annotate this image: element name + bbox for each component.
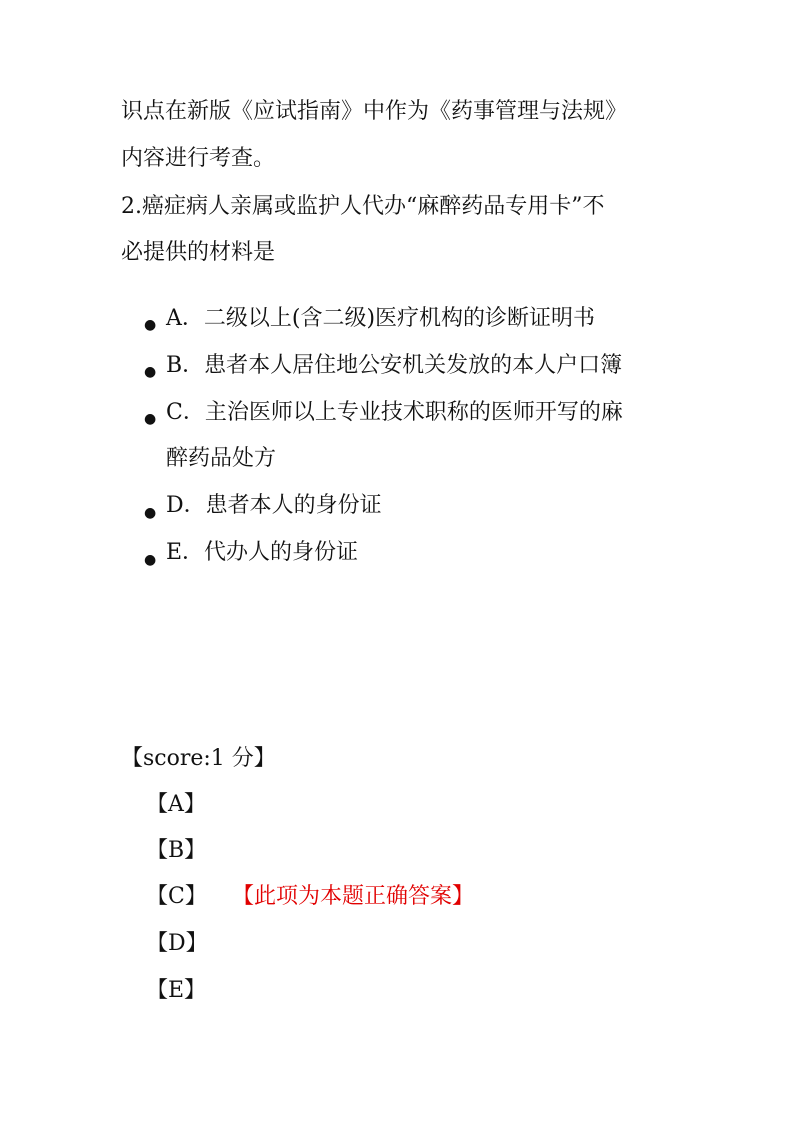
- option-b: B．患者本人居住地公安机关发放的本人户口簿: [166, 353, 623, 378]
- bullet-icon: ●: [144, 552, 157, 568]
- question-line-2: 必提供的材料是: [121, 240, 276, 265]
- score-label: 【score:1 分】: [121, 746, 276, 771]
- answer-e-tag: 【E】: [146, 978, 207, 1003]
- answer-d-tag: 【D】: [146, 931, 208, 956]
- answer-b-tag: 【B】: [146, 838, 207, 863]
- correct-answer-note: 【此项为本题正确答案】: [232, 884, 475, 909]
- intro-line-1: 识点在新版《应试指南》中作为《药事管理与法规》: [121, 99, 628, 124]
- bullet-icon: ●: [144, 364, 157, 380]
- question-line-1: 2.癌症病人亲属或监护人代办“麻醉药品专用卡”不: [121, 194, 605, 219]
- option-c-line-1: C．主治医师以上专业技术职称的医师开写的麻: [166, 400, 623, 425]
- option-d: D．患者本人的身份证: [166, 493, 382, 518]
- option-c-line-2: 醉药品处方: [166, 446, 277, 471]
- answer-a-tag: 【A】: [146, 792, 206, 817]
- answer-c-tag: 【C】: [146, 884, 207, 909]
- bullet-icon: ●: [144, 317, 157, 333]
- intro-line-2: 内容进行考查。: [121, 146, 276, 171]
- bullet-icon: ●: [144, 411, 157, 427]
- option-e: E．代办人的身份证: [166, 540, 359, 565]
- bullet-icon: ●: [144, 505, 157, 521]
- option-a: A．二级以上(含二级)医疗机构的诊断证明书: [166, 306, 596, 331]
